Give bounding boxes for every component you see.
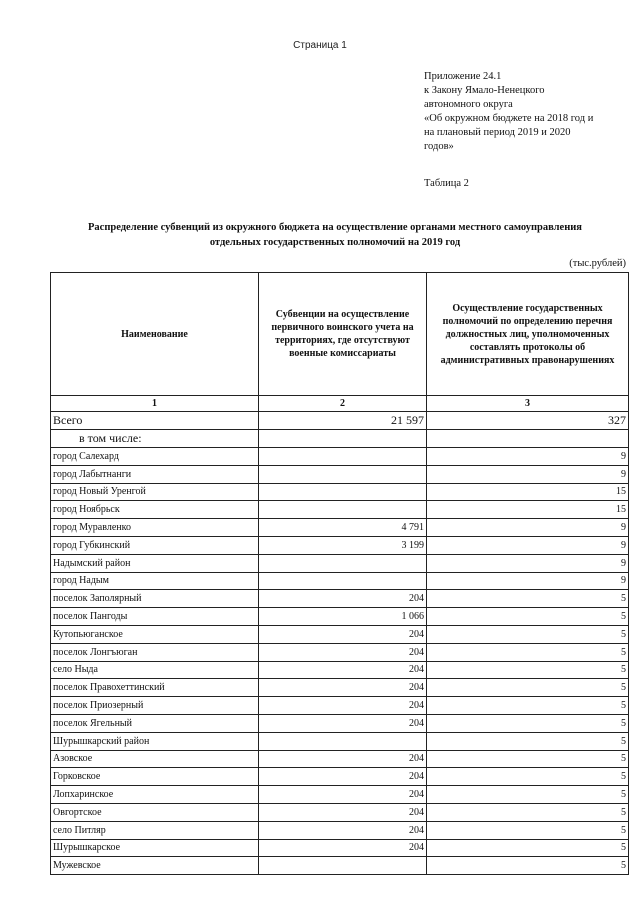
cell-col3: 5 — [427, 608, 629, 626]
table-row — [51, 839, 629, 857]
table-row — [51, 661, 629, 679]
table-row — [51, 608, 629, 626]
cell-col2: 3 199 — [259, 536, 427, 554]
cell-col2: 204 — [259, 661, 427, 679]
cell-name: город Надым — [51, 572, 259, 590]
column-number-row — [51, 396, 629, 412]
cell-name: город Салехард — [51, 448, 259, 466]
cell-name: поселок Ягельный — [51, 714, 259, 732]
subtotal-label: в том числе: — [51, 430, 259, 448]
cell-col2 — [259, 554, 427, 572]
cell-col3: 15 — [427, 501, 629, 519]
table-row — [51, 750, 629, 768]
cell-col2: 204 — [259, 643, 427, 661]
table-row — [51, 803, 629, 821]
cell-name: Лопхаринское — [51, 786, 259, 804]
table-row — [51, 554, 629, 572]
cell-col3: 5 — [427, 821, 629, 839]
cell-col2: 4 791 — [259, 519, 427, 537]
cell-name: Надымский район — [51, 554, 259, 572]
cell-col3: 9 — [427, 519, 629, 537]
table-row — [51, 536, 629, 554]
cell-col3: 5 — [427, 679, 629, 697]
cell-col2: 204 — [259, 786, 427, 804]
total-col3: 327 — [427, 412, 629, 430]
table-row — [51, 643, 629, 661]
cell-col2 — [259, 857, 427, 875]
cell-col3: 5 — [427, 857, 629, 875]
cell-col2 — [259, 732, 427, 750]
table-row — [51, 768, 629, 786]
cell-col2: 204 — [259, 679, 427, 697]
cell-name: поселок Лонгъюган — [51, 643, 259, 661]
cell-name: город Ноябрьск — [51, 501, 259, 519]
header-col2: Субвенции на осуществление первичного воинского учета на территориях, где отсутствуют военные комиссариаты — [259, 273, 427, 396]
cell-name: Горковское — [51, 768, 259, 786]
table-label: Таблица 2 — [424, 178, 469, 189]
table-row — [51, 519, 629, 537]
cell-col3: 9 — [427, 536, 629, 554]
appendix-line: автономного округа — [424, 99, 513, 110]
cell-name: Шурышкарское — [51, 839, 259, 857]
header-row — [51, 273, 629, 396]
appendix-line: «Об окружном бюджете на 2018 год и — [424, 113, 594, 124]
cell-name: Овгортское — [51, 803, 259, 821]
cell-col3: 5 — [427, 590, 629, 608]
cell-col3: 5 — [427, 697, 629, 715]
appendix-line: на плановый период 2019 и 2020 — [424, 127, 571, 138]
cell-name: город Муравленко — [51, 519, 259, 537]
cell-col2 — [259, 465, 427, 483]
cell-name: Азовское — [51, 750, 259, 768]
cell-col3: 9 — [427, 465, 629, 483]
table-row — [51, 857, 629, 875]
table-row — [51, 714, 629, 732]
cell-name: Кутопьюганское — [51, 625, 259, 643]
table-row — [51, 786, 629, 804]
column-number: 2 — [259, 396, 427, 412]
cell-col2: 204 — [259, 697, 427, 715]
cell-col2: 204 — [259, 590, 427, 608]
cell-col3: 5 — [427, 750, 629, 768]
total-col2: 21 597 — [259, 412, 427, 430]
subventions-table — [50, 272, 629, 875]
cell-col2: 204 — [259, 821, 427, 839]
cell-name: поселок Приозерный — [51, 697, 259, 715]
appendix-line: годов» — [424, 141, 454, 152]
cell-col3: 5 — [427, 839, 629, 857]
cell-col2: 204 — [259, 714, 427, 732]
units-label: (тыс.рублей) — [569, 258, 626, 269]
table-row — [51, 448, 629, 466]
appendix-line: Приложение 24.1 — [424, 71, 502, 82]
cell-col2 — [259, 448, 427, 466]
subtotal-row — [51, 430, 629, 448]
table-row — [51, 572, 629, 590]
cell-col3: 5 — [427, 786, 629, 804]
cell-col2: 1 066 — [259, 608, 427, 626]
table-row — [51, 732, 629, 750]
table-row — [51, 625, 629, 643]
table-row — [51, 590, 629, 608]
page-label: Страница 1 — [293, 40, 347, 51]
total-label: Всего — [51, 412, 259, 430]
cell-col3: 9 — [427, 554, 629, 572]
cell-col3: 5 — [427, 643, 629, 661]
cell-col3: 5 — [427, 625, 629, 643]
cell-name: село Ныда — [51, 661, 259, 679]
cell-name: Шурышкарский район — [51, 732, 259, 750]
total-row — [51, 412, 629, 430]
cell-col2 — [259, 572, 427, 590]
appendix-block — [424, 70, 624, 154]
cell-col3: 5 — [427, 714, 629, 732]
empty-cell — [427, 430, 629, 448]
cell-name: город Губкинский — [51, 536, 259, 554]
cell-col3: 9 — [427, 572, 629, 590]
cell-name: Мужевское — [51, 857, 259, 875]
cell-col2 — [259, 483, 427, 501]
cell-col2: 204 — [259, 625, 427, 643]
empty-cell — [259, 430, 427, 448]
cell-name: поселок Пангоды — [51, 608, 259, 626]
table-row — [51, 501, 629, 519]
cell-col3: 5 — [427, 732, 629, 750]
cell-col3: 5 — [427, 803, 629, 821]
cell-col3: 15 — [427, 483, 629, 501]
cell-name: город Лабытнанги — [51, 465, 259, 483]
cell-name: поселок Правохеттинский — [51, 679, 259, 697]
cell-col3: 5 — [427, 768, 629, 786]
column-number: 3 — [427, 396, 629, 412]
table-row — [51, 679, 629, 697]
cell-name: село Питляр — [51, 821, 259, 839]
column-number: 1 — [51, 396, 259, 412]
cell-col2: 204 — [259, 803, 427, 821]
table-row — [51, 483, 629, 501]
cell-col2: 204 — [259, 768, 427, 786]
title-line: отдельных государственных полномочий на 2019 год — [209, 237, 461, 248]
cell-name: город Новый Уренгой — [51, 483, 259, 501]
table-row — [51, 697, 629, 715]
cell-name: поселок Заполярный — [51, 590, 259, 608]
header-col3: Осуществление государственных полномочий по определению перечня должностных лиц, уполномоченных составлять протоколы об административных правонарушениях — [427, 273, 629, 396]
table-row — [51, 465, 629, 483]
table-row — [51, 821, 629, 839]
cell-col2 — [259, 501, 427, 519]
appendix-line: к Закону Ямало-Ненецкого — [424, 85, 545, 96]
document-title — [40, 220, 630, 250]
cell-col2: 204 — [259, 750, 427, 768]
cell-col3: 9 — [427, 448, 629, 466]
cell-col2: 204 — [259, 839, 427, 857]
header-name: Наименование — [51, 273, 259, 396]
title-line: Распределение субвенций из окружного бюджета на осуществление органами местного самоуправления — [88, 222, 582, 233]
cell-col3: 5 — [427, 661, 629, 679]
